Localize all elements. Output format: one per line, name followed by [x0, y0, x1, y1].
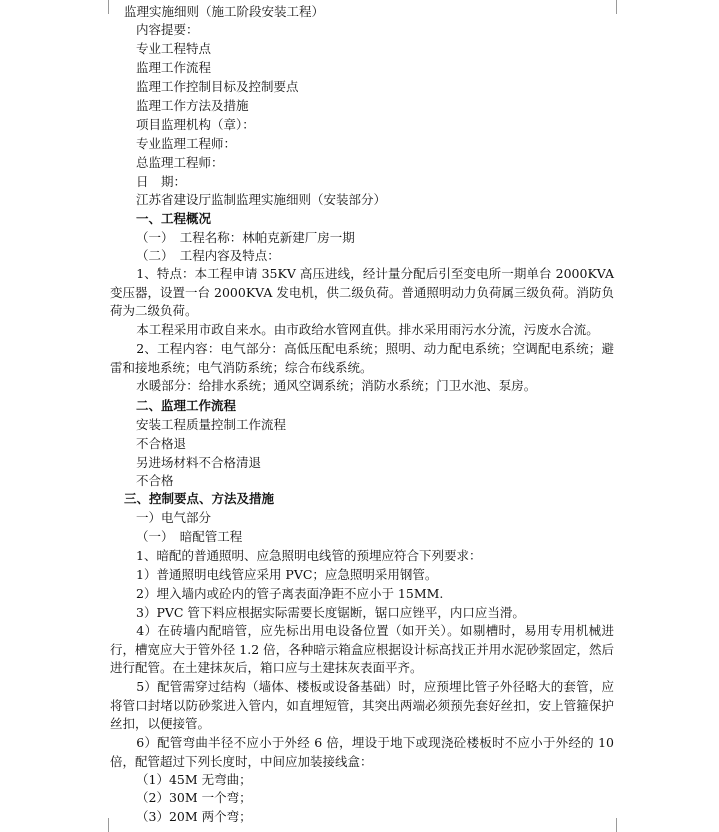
crop-mark-top-left [94, 0, 109, 14]
flow-item: 安装工程质量控制工作流程 [136, 417, 287, 432]
flow-item: 不合格 [136, 473, 174, 488]
doc-subtitle: 江苏省建设厅监制监理实施细则（安装部分） [136, 192, 387, 207]
paragraph-hvac: 水暖部分：给排水系统；通风空调系统；消防水系统；门卫水池、泵房。 [136, 378, 537, 393]
paragraph-feature: 1、特点：本工程申请 35KV 高压进线，经计量分配后引至变电所一期单台 2000KVA 变压器，设置一台 2000KVA 发电机，供二级负荷。普通照明动力负荷属三级负荷。消防负荷为二级负荷。 [110, 266, 614, 319]
crop-mark-bottom-left [94, 818, 109, 832]
subsection-heading: （一） 暗配管工程 [136, 529, 243, 544]
date-field: 日 期： [136, 174, 187, 189]
section-heading: 二、监理工作流程 [136, 398, 237, 413]
section-heading: 一、工程概况 [136, 211, 212, 226]
paragraph-water: 本工程采用市政自来水。由市政给水管网直供。排水采用雨污水分流，污废水合流。 [136, 322, 599, 337]
contents-item: 专业工程特点 [136, 41, 212, 56]
requirement-item: 5）配管需穿过结构（墙体、楼板或设备基础）时，应预埋比管子外径略大的套管，应将管口封堵以防砂浆进入管内，如直埋短管，其突出两端必须预先套好丝扣，安上管箍保护丝扣，以便接管。 [110, 679, 614, 732]
signature-field: 专业监理工程师： [136, 136, 237, 151]
contents-heading: 内容提要： [136, 22, 199, 37]
requirement-item: 2）埋入墙内或砼内的管子离表面净距不应小于 15MM. [136, 586, 444, 601]
crop-mark-bottom-right [616, 818, 631, 832]
requirement-intro: 1、暗配的普通照明、应急照明电线管的预埋应符合下列要求： [136, 548, 482, 563]
contents-item: 监理工作控制目标及控制要点 [136, 79, 299, 94]
section-heading: 三、控制要点、方法及措施 [124, 491, 275, 506]
contents-item: 监理工作方法及措施 [136, 98, 249, 113]
length-rule: （3）20M 两个弯； [136, 809, 252, 824]
crop-mark-top-right [616, 0, 631, 14]
project-name: （一） 工程名称：林帕克新建厂房一期 [136, 230, 355, 245]
subsection-heading: 一）电气部分 [136, 510, 212, 525]
paragraph-content: 2、工程内容：电气部分：高低压配电系统；照明、动力配电系统；空调配电系统；避雷和接地系统；电气消防系统；综合布线系统。 [110, 341, 614, 375]
length-rule: （1）45M 无弯曲； [136, 772, 252, 787]
contents-item: 监理工作流程 [136, 60, 212, 75]
signature-field: 项目监理机构（章）： [136, 117, 255, 132]
requirement-item: 4）在砖墙内配暗管，应先标出用电设备位置（如开关）。如剔槽时，易用专用机械进行，槽宽应大于管外径 1.2 倍，各种暗示箱盒应根据设计标高找正并用水泥砂浆固定，然后进行配管。在土建抹灰后，箱口应与土建抹灰表面平齐。 [110, 623, 614, 676]
flow-item: 不合格退 [136, 436, 187, 451]
signature-field: 总监理工程师： [136, 155, 224, 170]
flow-item: 另进场材料不合格清退 [136, 455, 262, 470]
project-content-heading: （二） 工程内容及特点： [136, 248, 280, 263]
requirement-item: 3）PVC 管下料应根据实际需要长度锯断，锯口应锉平，内口应当滑。 [136, 605, 525, 620]
requirement-item: 6）配管弯曲半径不应小于外经 6 倍，埋设于地下或现浇砼楼板时不应小于外经的 10 倍，配管超过下列长度时，中间应加装接线盒： [110, 735, 614, 769]
requirement-item: 1）普通照明电线管应采用 PVC；应急照明采用钢管。 [136, 567, 438, 582]
length-rule: （2）30M 一个弯； [136, 790, 252, 805]
doc-title: 监理实施细则（施工阶段安装工程） [124, 4, 325, 19]
